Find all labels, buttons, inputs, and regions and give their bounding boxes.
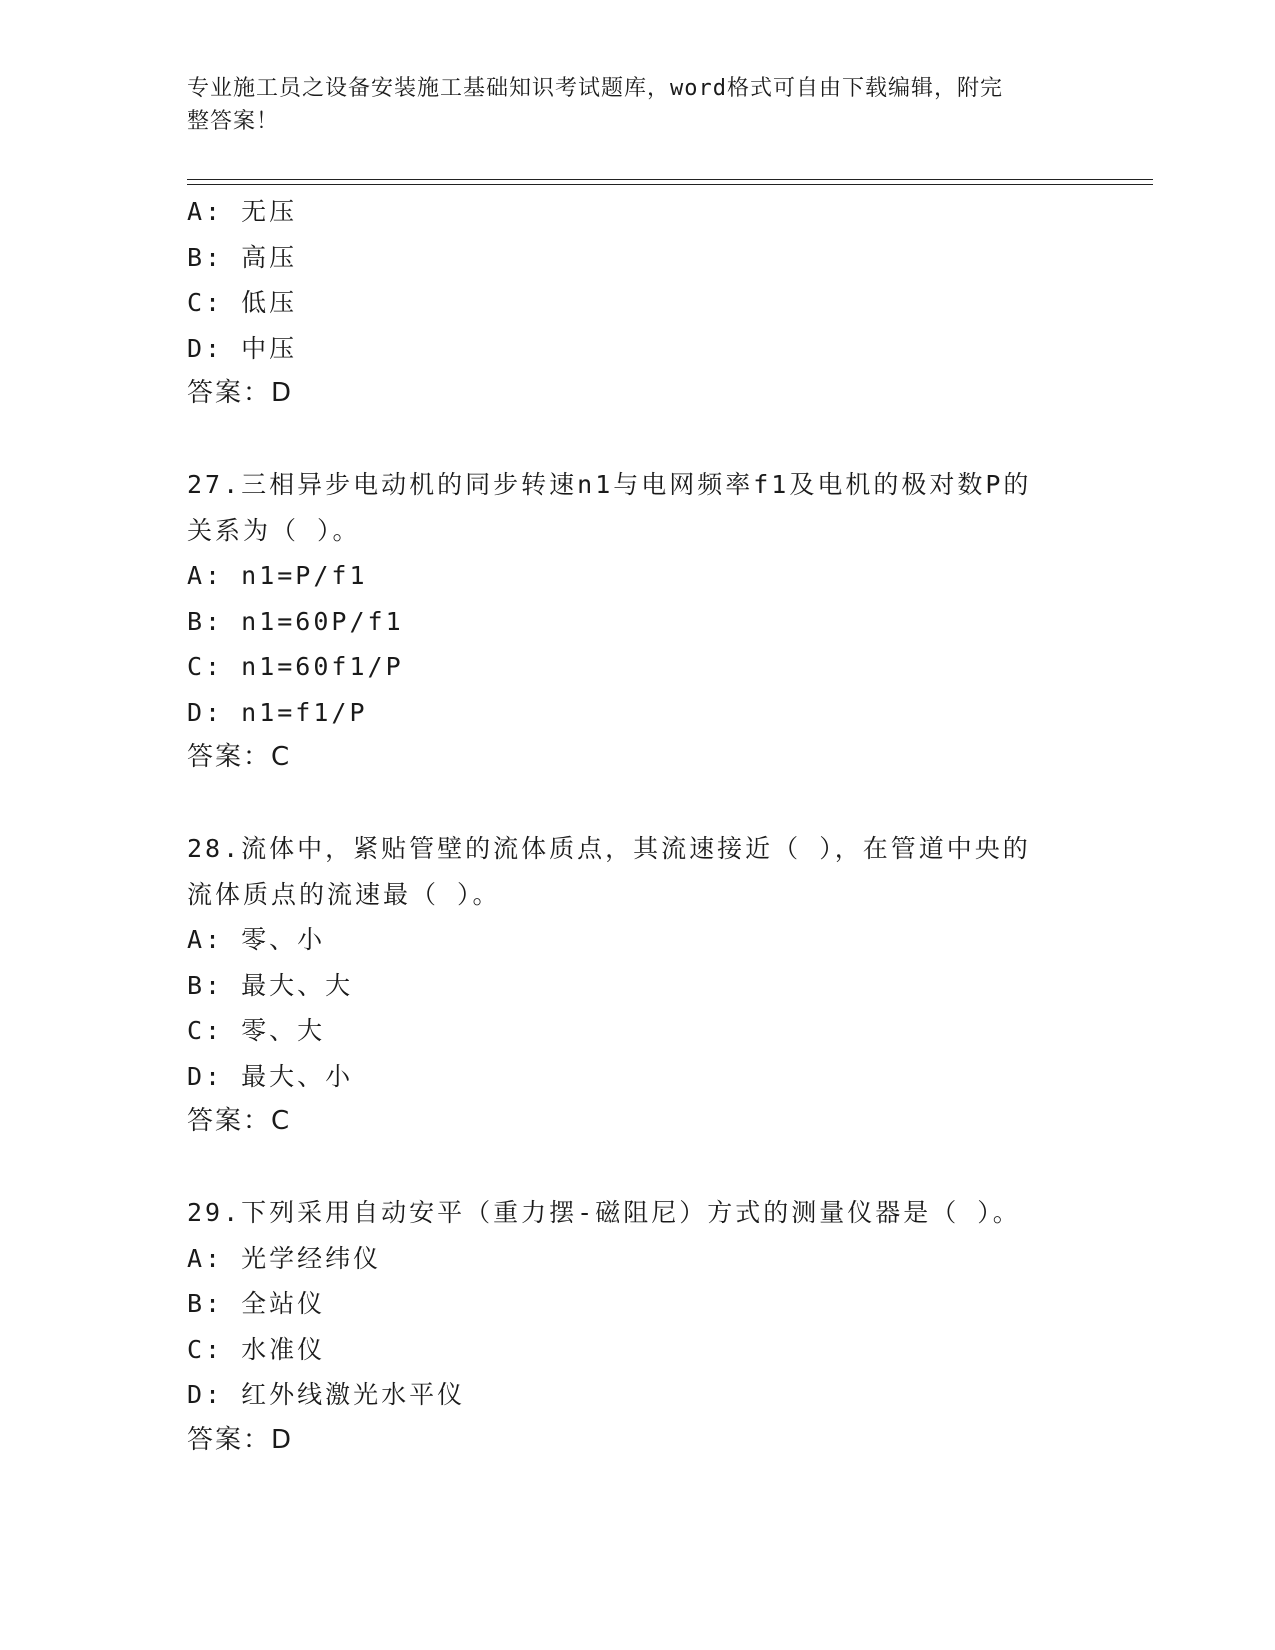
question-27-text-cont: 关系为（ ）。 xyxy=(187,515,361,545)
option-c: C: 低压 xyxy=(187,288,298,317)
spacer xyxy=(187,1145,1107,1191)
option-a: A: 无压 xyxy=(187,197,298,226)
question-29-text: 29.下列采用自动安平（重力摆-磁阻尼）方式的测量仪器是（ ）。 xyxy=(187,1198,1021,1227)
question-28-option-c: C: 零、大 xyxy=(187,1016,326,1045)
option-d: D: 中压 xyxy=(187,333,298,363)
question-28-option-d: D: 最大、小 xyxy=(187,1061,354,1091)
header-line-2: 整答案！ xyxy=(187,109,280,134)
question-28-answer: 答案：C xyxy=(187,1106,292,1136)
question-28-option-b: B: 最大、大 xyxy=(187,970,354,1000)
header-divider-top xyxy=(187,179,1153,180)
question-27-option-c: C: n1=60f1/P xyxy=(187,652,404,681)
question-29-option-d: D: 红外线激光水平仪 xyxy=(187,1380,466,1409)
question-28-option-a: A: 零、小 xyxy=(187,925,326,954)
header-line-1: 专业施工员之设备安装施工基础知识考试题库，word格式可自由下载编辑，附完 xyxy=(187,76,1003,101)
document-header xyxy=(187,72,1067,138)
question-28-text: 28.流体中，紧贴管壁的流体质点，其流速接近（ ），在管道中央的 xyxy=(187,834,1031,863)
question-29-option-c: C: 水准仪 xyxy=(187,1334,326,1364)
question-27-answer: 答案：C xyxy=(187,742,292,772)
question-28-text-cont: 流体质点的流速最（ ）。 xyxy=(187,879,501,909)
question-27-text: 27.三相异步电动机的同步转速n1与电网频率f1及电机的极对数P的 xyxy=(187,470,1032,499)
option-b: B: 高压 xyxy=(187,242,298,272)
answer-text: 答案：D xyxy=(187,378,294,408)
question-27-option-b: B: n1=60P/f1 xyxy=(187,606,404,636)
question-29-answer: 答案：D xyxy=(187,1424,294,1455)
question-content xyxy=(187,189,1107,1463)
spacer xyxy=(187,781,1107,827)
question-27-option-d: D: n1=f1/P xyxy=(187,697,368,727)
spacer xyxy=(187,417,1107,463)
question-27-option-a: A: n1=P/f1 xyxy=(187,561,368,590)
question-29-option-a: A: 光学经纬仪 xyxy=(187,1243,382,1273)
header-divider-bottom xyxy=(187,184,1153,185)
question-29-option-b: B: 全站仪 xyxy=(187,1289,326,1318)
